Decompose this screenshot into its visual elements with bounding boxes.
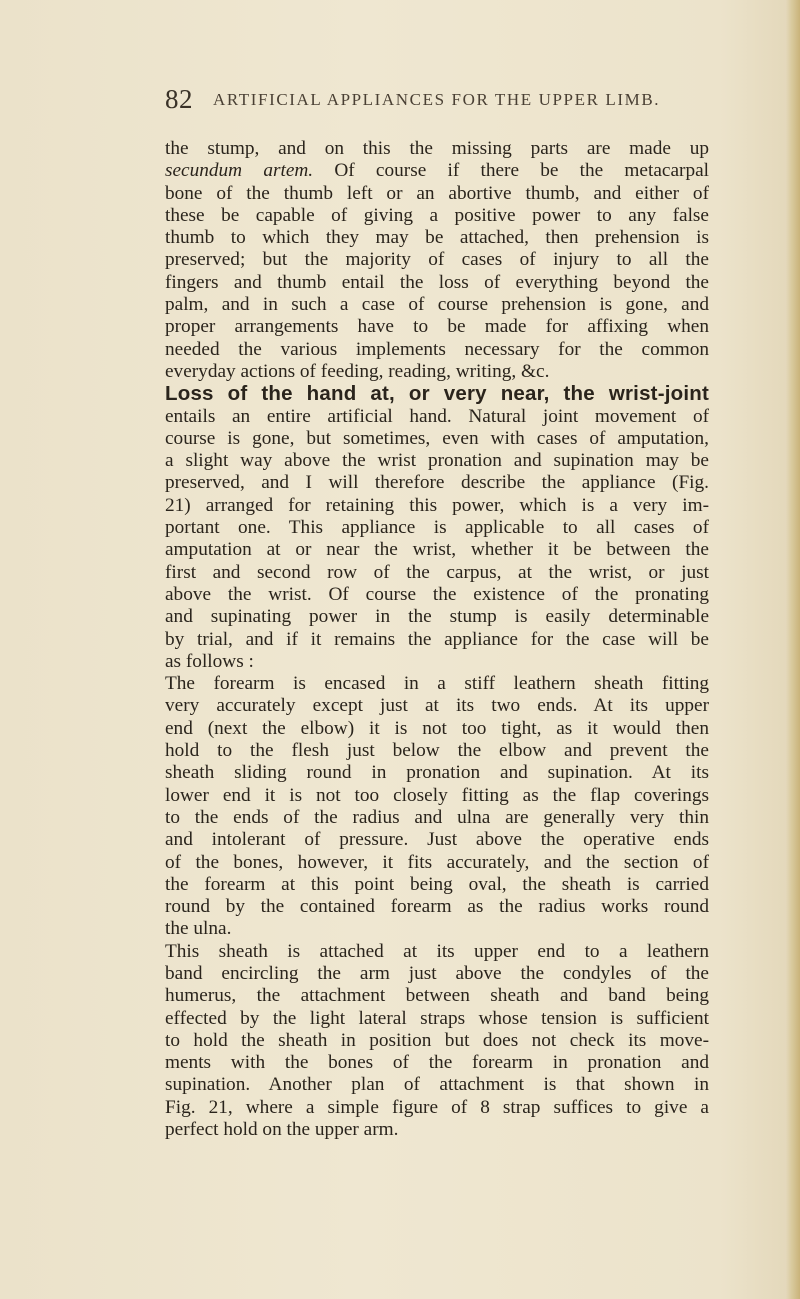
text-line: by trial, and if it remains the appliance for the case will be [165, 628, 709, 650]
text-line: portant one. This appliance is applicable to all cases of [165, 517, 709, 539]
text-line: preserved; but the majority of cases of injury to all the [165, 249, 709, 271]
page-number: 82 [165, 84, 193, 114]
text-line: sheath sliding round in pronation and supination. At its [165, 762, 709, 784]
text-line: needed the various implements necessary for the common [165, 338, 709, 360]
text-line [165, 160, 709, 182]
text-line: preserved, and I will therefore describe the appliance (Fig. [165, 472, 709, 494]
text-line: The forearm is encased in a stiff leathern sheath fitting [165, 673, 709, 695]
text-line: This sheath is attached at its upper end to a leathern [165, 940, 709, 962]
text-line: humerus, the attachment between sheath and band being [165, 985, 709, 1007]
text-line: as follows : [165, 650, 254, 672]
text-line: amputation at or near the wrist, whether it be between the [165, 539, 709, 561]
section-heading: Loss of the hand at, or very near, the wrist-joint [165, 383, 709, 406]
text-line: effected by the light lateral straps whose tension is sufficient [165, 1007, 709, 1029]
text-line: thumb to which they may be attached, then prehension is [165, 227, 709, 249]
text-line: to hold the sheath in position but does not check its move- [165, 1029, 709, 1051]
text-line: band encircling the arm just above the condyles of the [165, 962, 709, 984]
text-line: lower end it is not too closely fitting as the flap coverings [165, 784, 709, 806]
text-line: fingers and thumb entail the loss of everything beyond the [165, 271, 709, 293]
text-line: end (next the elbow) it is not too tight, as it would then [165, 717, 709, 739]
text-line: to the ends of the radius and ulna are generally very thin [165, 806, 709, 828]
text-line: entails an entire artificial hand. Natural joint movement of [165, 405, 709, 427]
text-line: 21) arranged for retaining this power, which is a very im- [165, 494, 709, 516]
text-line: everyday actions of feeding, reading, writing, &c. [165, 360, 550, 382]
text-line: the ulna. [165, 918, 232, 940]
text-line-rest: Of course if there be the metacarpal [313, 160, 709, 182]
text-line: first and second row of the carpus, at the wrist, or just [165, 561, 709, 583]
body-text [165, 138, 709, 1141]
text-line: of the bones, however, it fits accurately, and the section of [165, 851, 709, 873]
text-line: ments with the bones of the forearm in pronation and [165, 1052, 709, 1074]
text-line: proper arrangements have to be made for affixing when [165, 316, 709, 338]
text-line: a slight way above the wrist pronation and supination may be [165, 450, 709, 472]
text-line: perfect hold on the upper arm. [165, 1119, 399, 1141]
text-line: course is gone, but sometimes, even with cases of amputation, [165, 427, 709, 449]
page-header [165, 84, 705, 114]
text-line: the stump, and on this the missing parts are made up [165, 138, 709, 159]
running-head: ARTIFICIAL APPLIANCES FOR THE UPPER LIMB. [213, 90, 661, 109]
text-line: hold to the flesh just below the elbow and prevent the [165, 740, 709, 762]
text-line: Fig. 21, where a simple figure of 8 strap suffices to give a [165, 1096, 709, 1118]
text-line: the forearm at this point being oval, the sheath is carried [165, 873, 709, 895]
italic-phrase: secundum artem. [165, 160, 314, 182]
text-line: round by the contained forearm as the radius works round [165, 896, 709, 918]
text-line: palm, and in such a case of course prehension is gone, and [165, 294, 709, 316]
text-line: and supinating power in the stump is easily determinable [165, 606, 709, 628]
text-line: above the wrist. Of course the existence of the pronating [165, 583, 709, 605]
text-line: and intolerant of pressure. Just above the operative ends [165, 829, 709, 851]
text-line: very accurately except just at its two ends. At its upper [165, 695, 709, 717]
text-line: supination. Another plan of attachment is that shown in [165, 1074, 709, 1096]
text-line: these be capable of giving a positive power to any false [165, 204, 709, 226]
page-edge [786, 0, 800, 1299]
text-line: bone of the thumb left or an abortive thumb, and either of [165, 182, 709, 204]
